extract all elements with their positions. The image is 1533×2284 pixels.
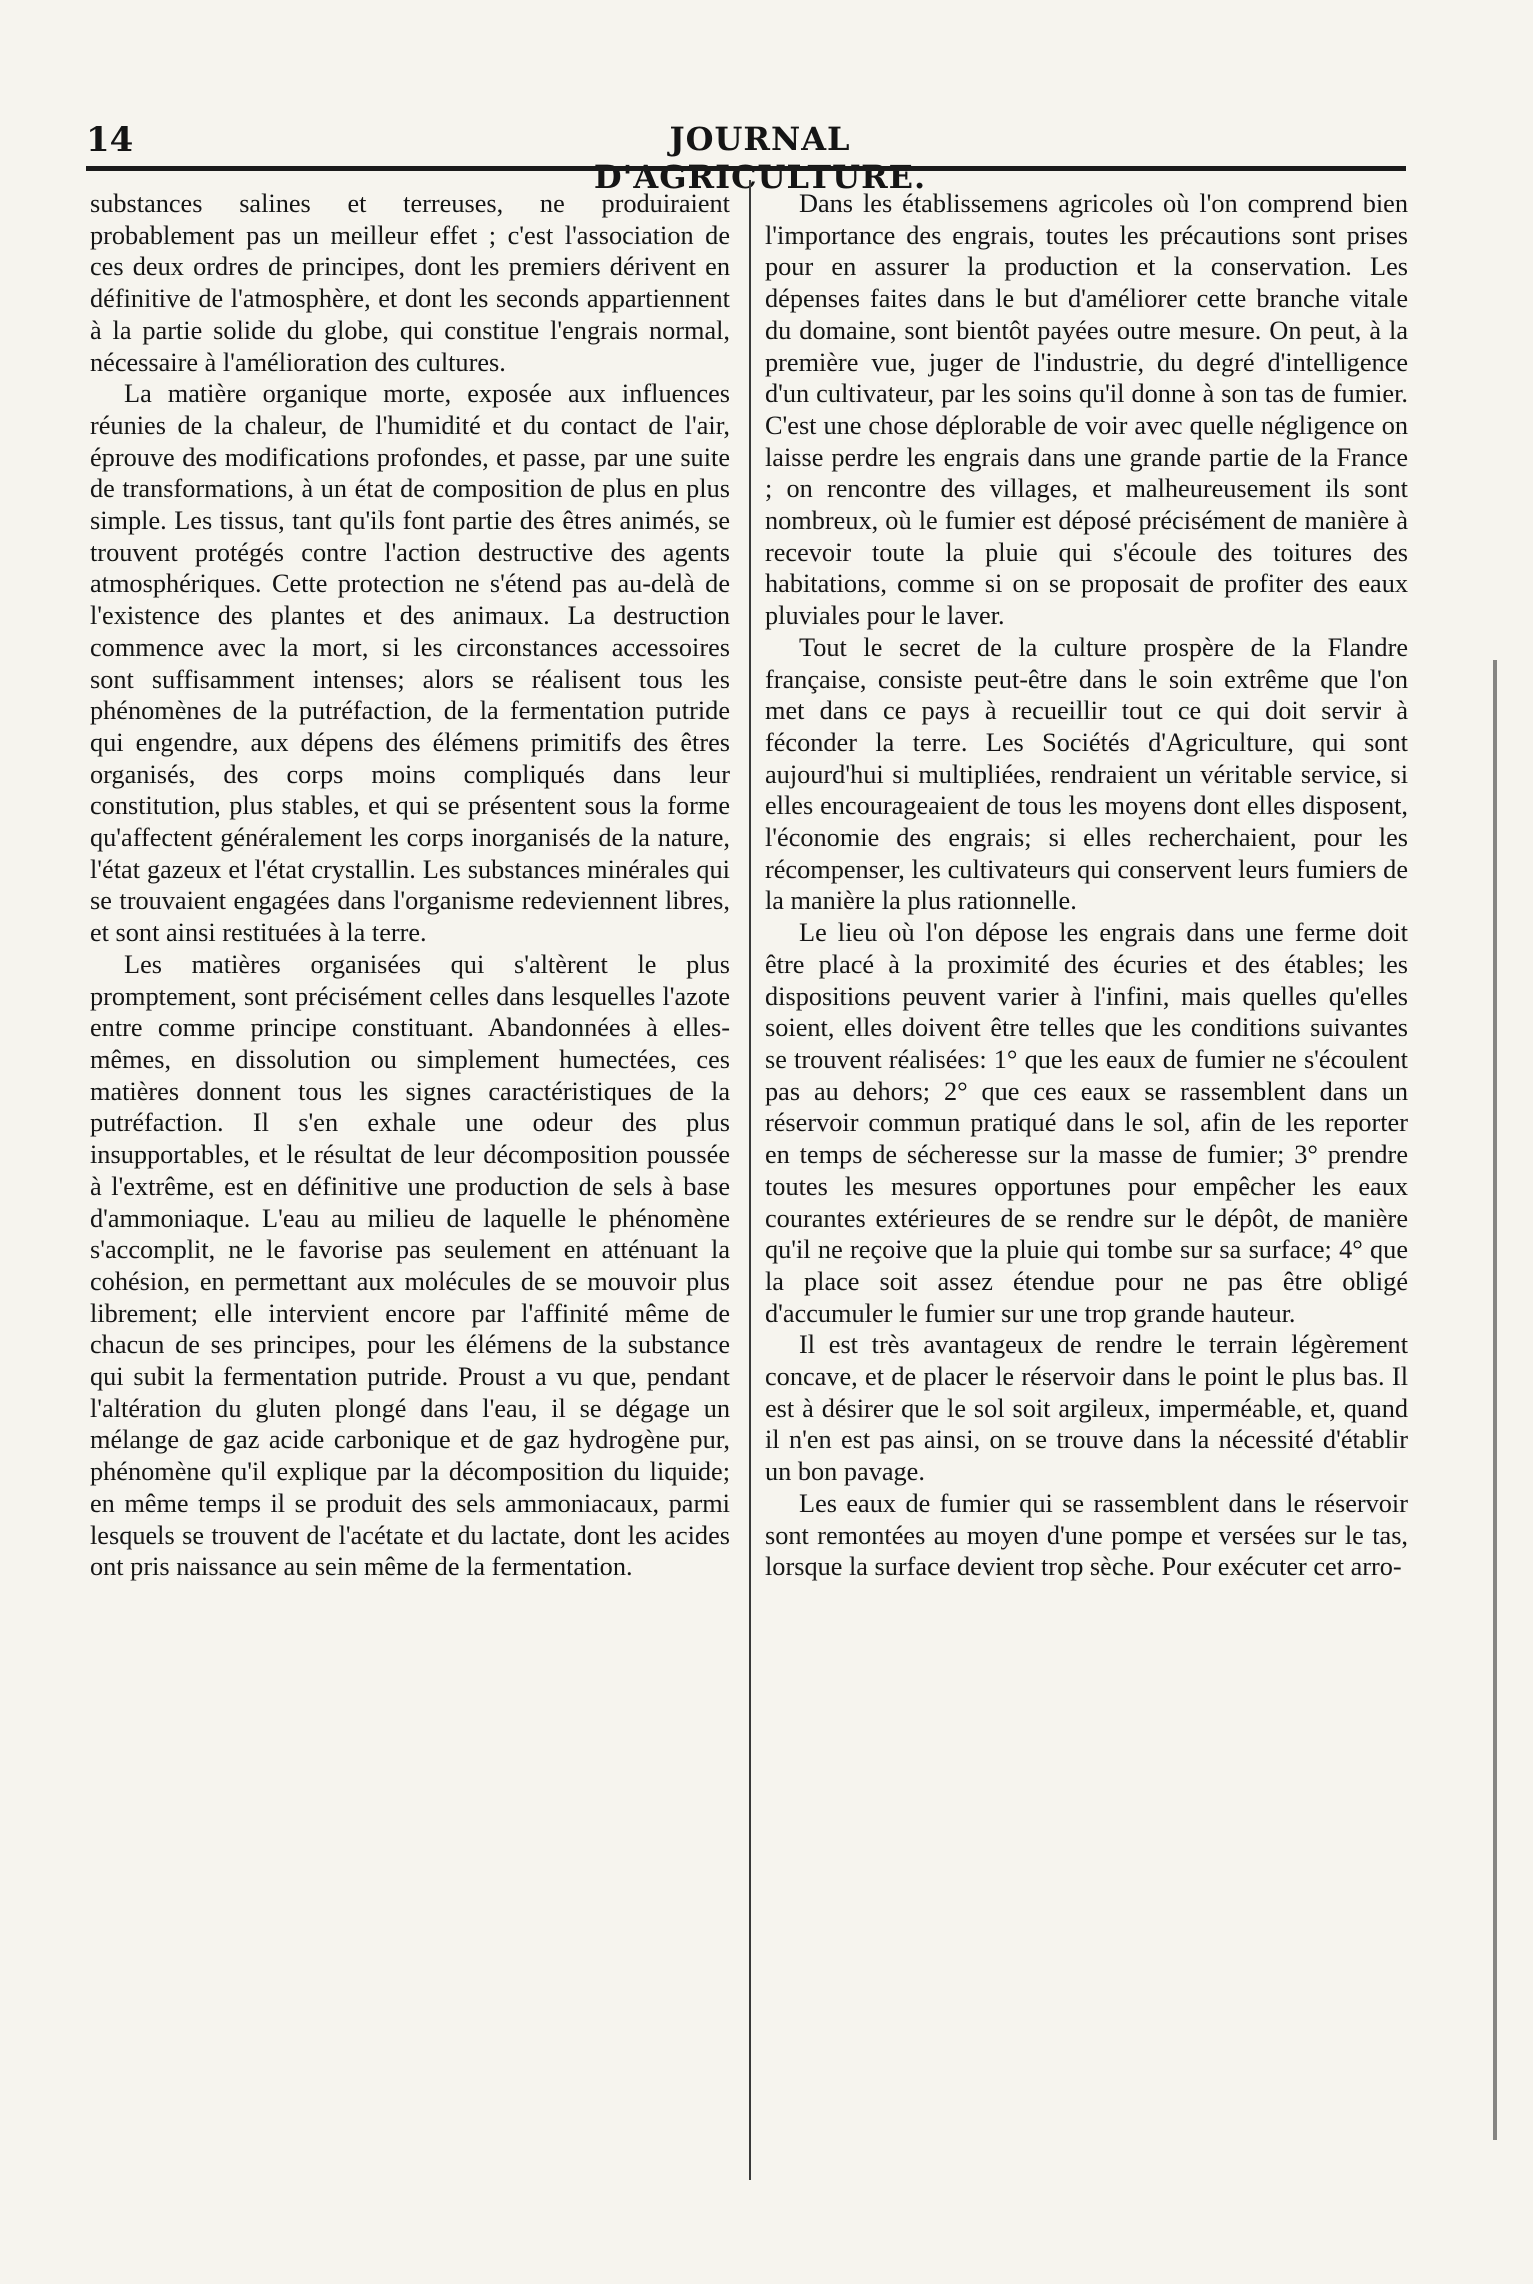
left-column [90, 188, 730, 1583]
column-divider [749, 180, 751, 2180]
running-title: JOURNAL D'AGRICULTURE. [593, 120, 927, 196]
paragraph: Les matières organisées qui s'altèrent le plus promptement, sont précisément celles dans lesquelles l'azote entre comme principe constituant. Abandonnées à elles-mêmes, en dissolution ou simplement humectées, ces matières donnent tous les signes caractéristiques de la putréfaction. Il s'en exhale une odeur des plus insupportables, et le résultat de leur décomposition poussée à l'extrême, est en définitive une production de sels à base d'ammoniaque. L'eau au milieu de laquelle le phénomène s'accomplit, ne le favorise pas seulement en atténuant la cohésion, en permettant aux molécules de se mouvoir plus librement; elle intervient encore par l'affinité même de chacun de ses principes, pour les élémens de la substance qui subit la fermentation putride. Proust a vu que, pendant l'altération du gluten plongé dans l'eau, il se dégage un mélange de gaz acide carbonique et de gaz hydrogène pur, phénomène qu'il explique par la décomposition du liquide; en même temps il se produit des sels ammoniacaux, parmi lesquels se trouvent de l'acétate et du lactate, dont les acides ont pris naissance au sein même de la fermentation. [90, 949, 730, 1582]
right-column [765, 188, 1408, 1583]
paragraph: La matière organique morte, exposée aux influences réunies de la chaleur, de l'humidité et du contact de l'air, éprouve des modifications profondes, et passe, par une suite de transformations, à un état de composition de plus en plus simple. Les tissus, tant qu'ils font partie des êtres animés, se trouvent protégés contre l'action destructive des agents atmosphériques. Cette protection ne s'étend pas au-delà de l'existence des plantes et des animaux. La destruction commence avec la mort, si les circonstances accessoires sont suffisamment intenses; alors se réalisent tous les phénomènes de la putréfaction, de la fermentation putride qui engendre, aux dépens des élémens primitifs des êtres organisés, des corps moins compliqués dans leur constitution, plus stables, et qui se présentent sous la forme qu'affectent généralement les corps inorganisés de la nature, l'état gazeux et l'état crystallin. Les substances minérales qui se trouvaient engagées dans l'organisme redeviennent libres, et sont ainsi restituées à la terre. [90, 379, 730, 948]
header-rule [86, 166, 1406, 171]
paragraph: Tout le secret de la culture prospère de la Flandre française, consiste peut-être dans le soin extrême que l'on met dans ce pays à recueillir tout ce qui doit servir à féconder la terre. Les Sociétés d'Agriculture, qui sont aujourd'hui si multipliées, rendraient un véritable service, si elles encourageaient de tous les moyens dont elles disposent, l'économie des engrais; si elles recherchaient, pour les récompenser, les cultivateurs qui conservent leurs fumiers de la manière la plus rationnelle. [765, 632, 1408, 916]
page-number: 14 [86, 120, 134, 160]
scan-edge-mark [1493, 660, 1497, 2140]
paragraph: Il est très avantageux de rendre le terrain légèrement concave, et de placer le réservoir dans le point le plus bas. Il est à désirer que le sol soit argileux, imperméable, et, quand il n'en est pas ainsi, on se trouve dans la nécessité d'établir un bon pavage. [765, 1330, 1408, 1487]
page-header [0, 116, 1533, 196]
paragraph: Les eaux de fumier qui se rassemblent dans le réservoir sont remontées au moyen d'une pompe et versées sur le tas, lorsque la surface devient trop sèche. Pour exécuter cet arro- [765, 1488, 1408, 1582]
paragraph: Dans les établissemens agricoles où l'on comprend bien l'importance des engrais, toutes les précautions sont prises pour en assurer la production et la conservation. Les dépenses faites dans le but d'améliorer cette branche vitale du domaine, sont bientôt payées outre mesure. On peut, à la première vue, juger de l'industrie, du degré d'intelligence d'un cultivateur, par les soins qu'il donne à son tas de fumier. C'est une chose déplorable de voir avec quelle négligence on laisse perdre les engrais dans une grande partie de la France ; on rencontre des villages, et malheureusement ils sont nombreux, où le fumier est déposé précisément de manière à recevoir toute la pluie qui s'écoule des toitures des habitations, comme si on se proposait de profiter des eaux pluviales pour le laver. [765, 189, 1408, 631]
paragraph: Le lieu où l'on dépose les engrais dans une ferme doit être placé à la proximité des écuries et des étables; les dispositions peuvent varier à l'infini, mais quelles qu'elles soient, elles doivent être telles que les conditions suivantes se trouvent réalisées: 1° que les eaux de fumier ne s'écoulent pas au dehors; 2° que ces eaux se rassemblent dans un réservoir commun pratiqué dans le sol, afin de les reporter en temps de sécheresse sur la masse de fumier; 3° prendre toutes les mesures opportunes pour empêcher les eaux courantes extérieures de se rendre sur le dépôt, de manière qu'il ne reçoive que la pluie qui tombe sur sa surface; 4° que la place soit assez étendue pour ne pas être obligé d'accumuler le fumier sur une trop grande hauteur. [765, 918, 1408, 1328]
paragraph: substances salines et terreuses, ne produiraient probablement pas un meilleur effet ; c'est l'association de ces deux ordres de principes, dont les premiers dérivent en définitive de l'atmosphère, et dont les seconds appartiennent à la partie solide du globe, qui constitue l'engrais normal, nécessaire à l'amélioration des cultures. [90, 189, 730, 377]
